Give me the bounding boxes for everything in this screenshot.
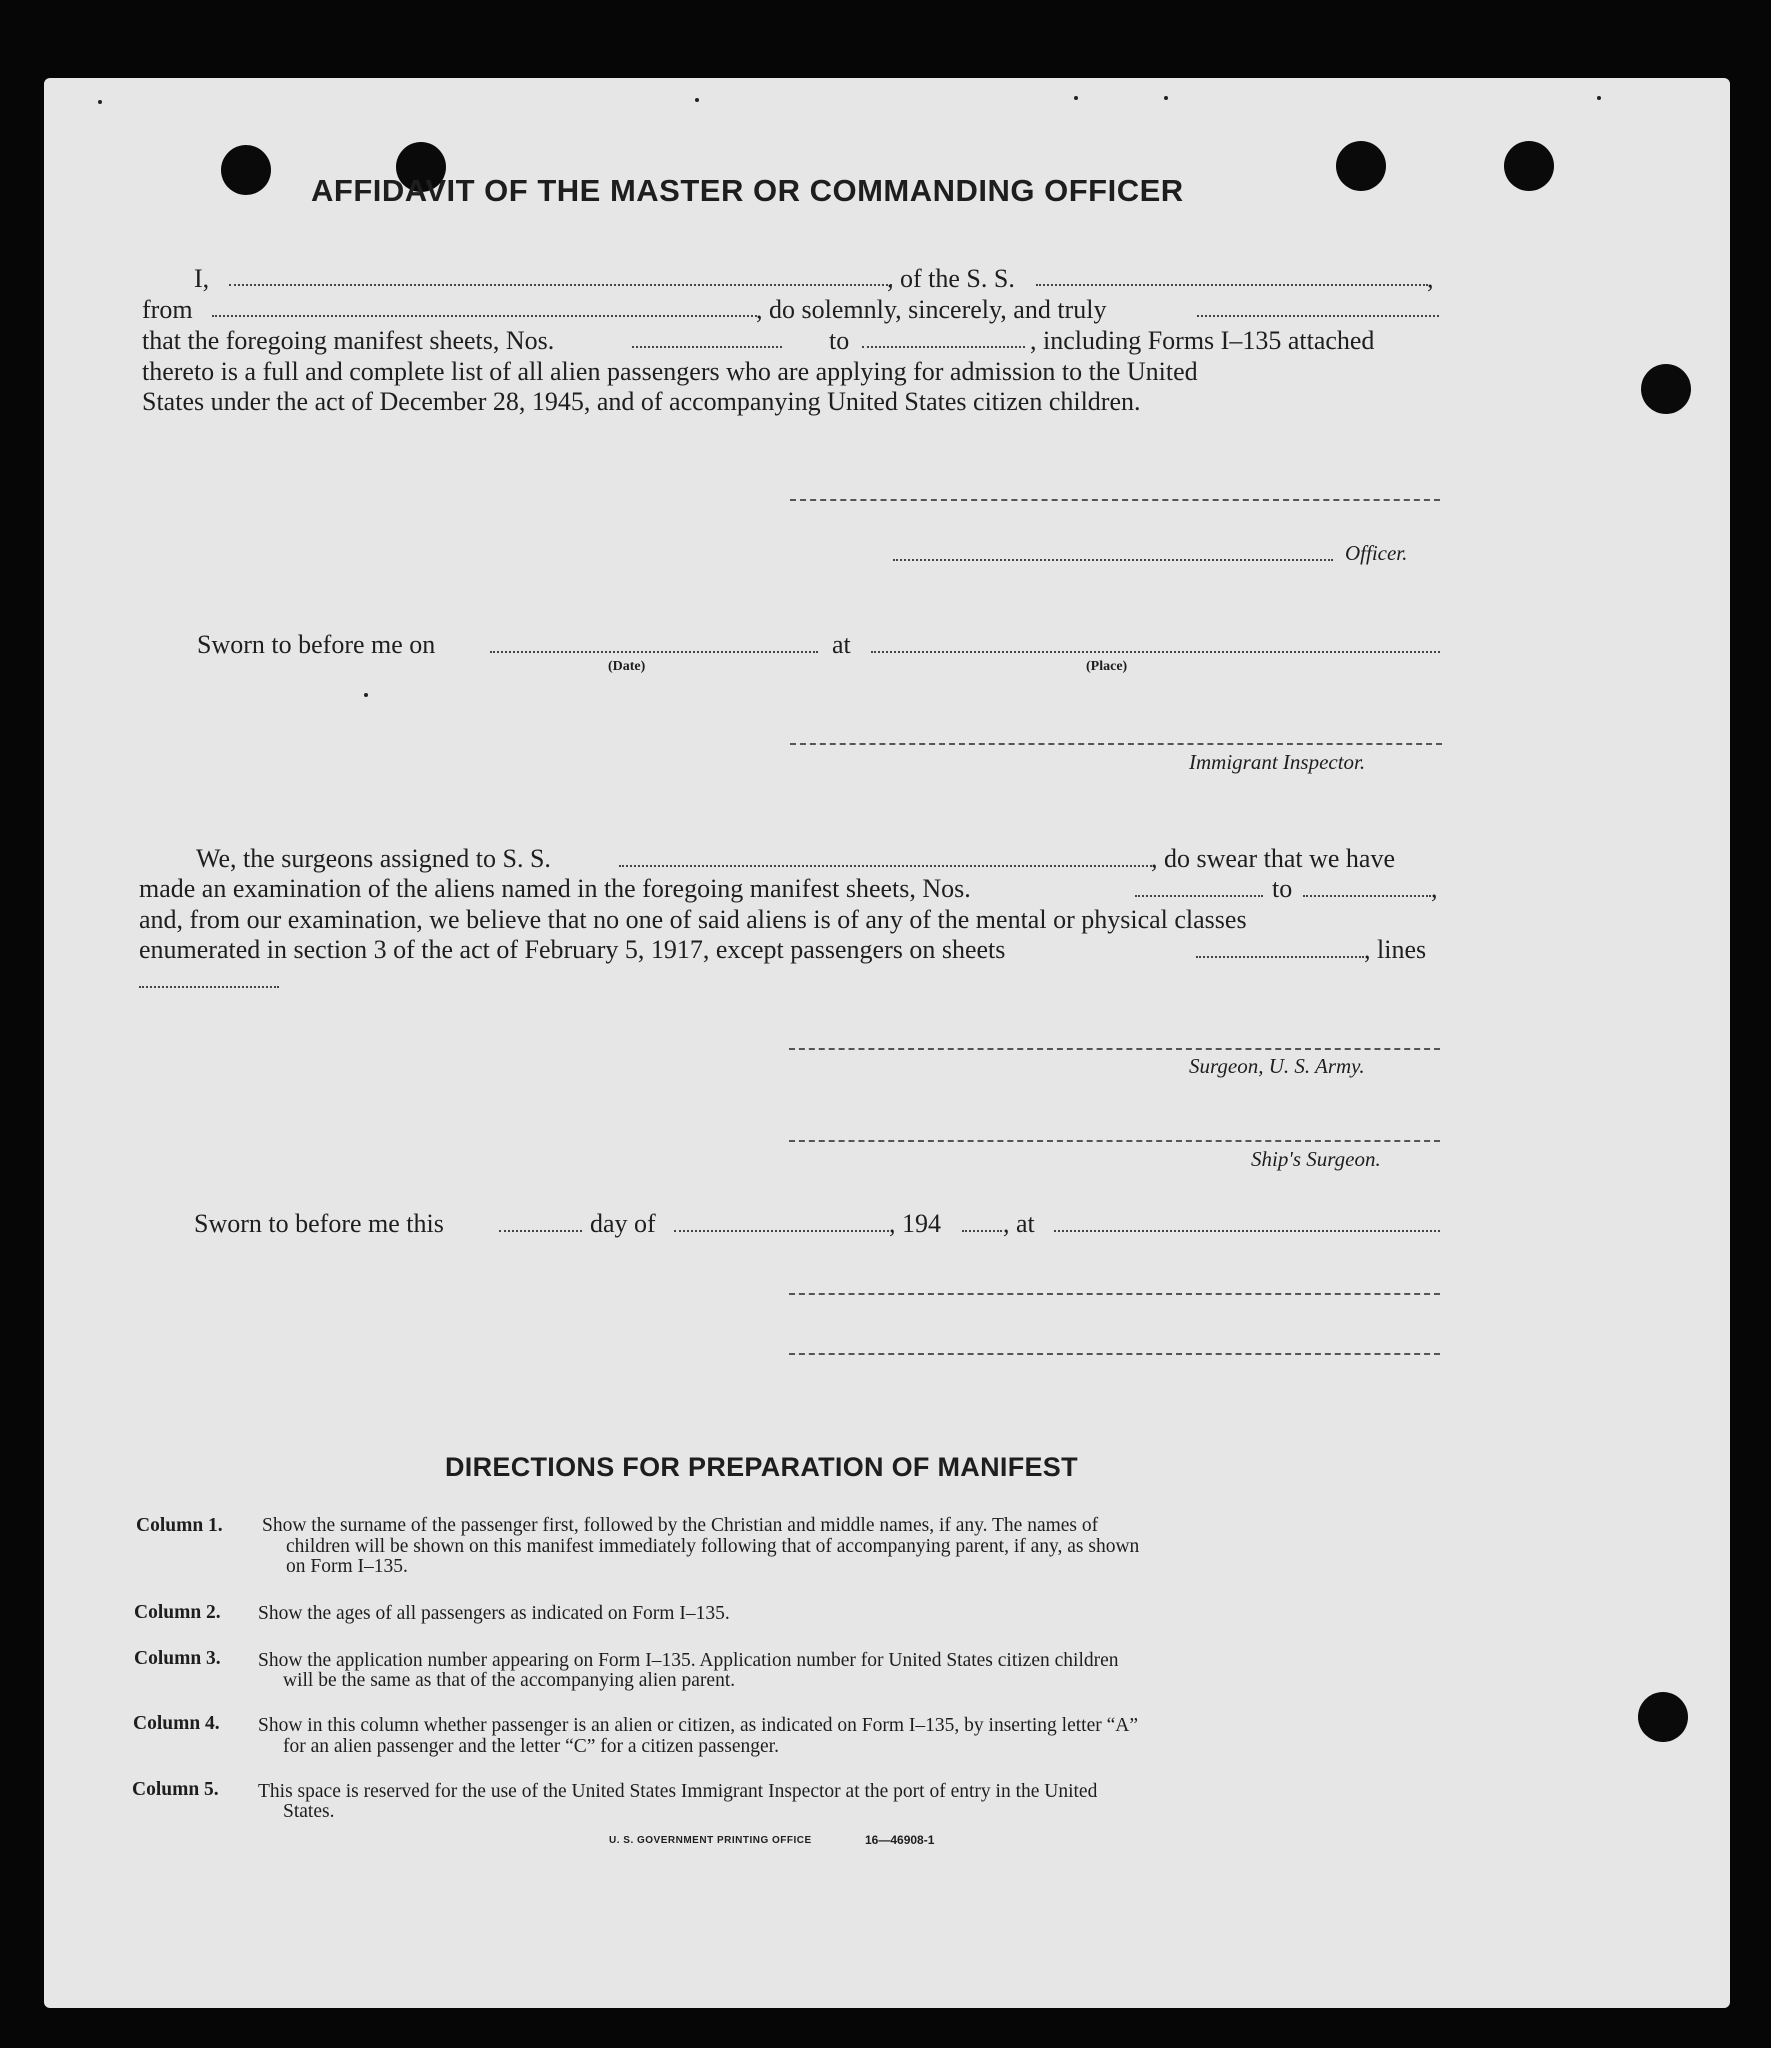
date-caption: (Date) <box>608 659 646 674</box>
column-3-text: Show the application number appearing on Form I–135. Application number for United States citizen children <box>258 1650 1119 1671</box>
surgeons-line-1a: We, the surgeons assigned to S. S. <box>196 844 551 873</box>
affidavit-line-4: thereto is a full and complete list of all alien passengers who are applying for admission to the United <box>142 357 1198 386</box>
form-code: 16—46908-1 <box>865 1833 935 1847</box>
surgeons-line-3: and, from our examination, we believe that no one of said aliens is of any of the mental or physical classes <box>139 905 1247 934</box>
affidavit-line-5: States under the act of December 28, 1945, and of accompanying United States citizen children. <box>142 387 1141 416</box>
sworn-year: , 194 <box>889 1209 941 1238</box>
manifest-nos-from-line[interactable] <box>632 346 782 348</box>
speck <box>1074 96 1078 100</box>
printer-imprint: U. S. GOVERNMENT PRINTING OFFICE <box>609 1835 812 1846</box>
column-3-text: will be the same as that of the accompanying alien parent. <box>283 1670 736 1691</box>
port-from-line[interactable] <box>212 315 757 317</box>
speck <box>1597 96 1601 100</box>
column-2-text: Show the ages of all passengers as indicated on Form I–135. <box>258 1603 730 1624</box>
sworn-before-me-this: Sworn to before me this <box>194 1209 444 1238</box>
inspector-signature-line[interactable] <box>790 743 1442 745</box>
surgeons-ship-line[interactable] <box>619 865 1152 867</box>
column-1-text: children will be shown on this manifest immediately following that of accompanying parent, if any, as shown <box>286 1536 1140 1557</box>
affidavit-comma: , <box>1427 264 1434 293</box>
surgeons-line-4a: enumerated in section 3 of the act of February 5, 1917, except passengers on sheets <box>139 935 1006 964</box>
sworn-day-line[interactable] <box>499 1230 582 1232</box>
column-3-label: Column 3. <box>134 1648 221 1669</box>
signature-line[interactable] <box>789 1293 1440 1295</box>
affidavit-of-ss: , of the S. S. <box>887 264 1015 293</box>
column-1-label: Column 1. <box>136 1515 223 1536</box>
except-lines-line[interactable] <box>139 986 279 988</box>
officer-signature-line[interactable] <box>790 499 1440 501</box>
affidavit-title: AFFIDAVIT OF THE MASTER OR COMMANDING OFFICER <box>311 173 1184 208</box>
column-5-label: Column 5. <box>132 1779 219 1800</box>
officer-title-line[interactable] <box>893 559 1333 561</box>
column-5-text: This space is reserved for the use of the United States Immigrant Inspector at the port of entry in the United <box>258 1781 1098 1802</box>
army-surgeon-signature-line[interactable] <box>789 1048 1440 1050</box>
column-5-text: States. <box>283 1801 335 1822</box>
affidavit-solemnly: , do solemnly, sincerely, and truly <box>756 295 1107 324</box>
sworn-at-2: , at <box>1003 1209 1035 1238</box>
form-sheet <box>44 78 1730 2008</box>
sworn-at: at <box>832 630 851 659</box>
affidavit-including: , including Forms I–135 attached <box>1030 326 1375 355</box>
except-sheets-line[interactable] <box>1196 956 1364 958</box>
column-1-text: Show the surname of the passenger first, followed by the Christian and middle names, if any. The names of <box>262 1515 1099 1536</box>
surgeons-to: to <box>1272 874 1293 903</box>
column-4-text: Show in this column whether passenger is an alien or citizen, as indicated on Form I–135, by inserting letter “A” <box>258 1715 1138 1736</box>
master-name-line[interactable] <box>229 284 892 286</box>
sworn-day-of: day of <box>590 1209 656 1238</box>
army-surgeon-label: Surgeon, U. S. Army. <box>1189 1054 1365 1078</box>
sworn-place-line-2[interactable] <box>1054 1230 1440 1232</box>
speck <box>1164 96 1168 100</box>
affidavit-i: I, <box>194 264 210 293</box>
signature-line[interactable] <box>789 1353 1440 1355</box>
affidavit-to: to <box>829 326 850 355</box>
sworn-before-me-on: Sworn to before me on <box>197 630 436 659</box>
place-caption: (Place) <box>1086 659 1128 674</box>
column-4-label: Column 4. <box>133 1713 220 1734</box>
speck <box>98 100 102 104</box>
surgeons-nos-to-line[interactable] <box>1303 895 1431 897</box>
punch-hole <box>1638 1692 1688 1742</box>
punch-hole <box>221 145 271 195</box>
column-4-text: for an alien passenger and the letter “C” for a citizen passenger. <box>283 1736 779 1757</box>
surgeons-nos-from-line[interactable] <box>1135 895 1263 897</box>
directions-title: DIRECTIONS FOR PREPARATION OF MANIFEST <box>445 1452 1078 1482</box>
ships-surgeon-label: Ship's Surgeon. <box>1251 1147 1381 1171</box>
sworn-month-line[interactable] <box>674 1230 889 1232</box>
speck <box>695 98 699 102</box>
ship-name-line[interactable] <box>1036 284 1428 286</box>
surgeons-line-1b: , do swear that we have <box>1151 844 1396 873</box>
immigrant-inspector-label: Immigrant Inspector. <box>1189 750 1366 774</box>
punch-hole <box>1504 141 1554 191</box>
manifest-nos-to-line[interactable] <box>862 346 1025 348</box>
officer-label: Officer. <box>1345 541 1408 565</box>
sworn-place-line[interactable] <box>871 651 1440 653</box>
column-1-text: on Form I–135. <box>286 1556 408 1577</box>
surgeons-line-4b: , lines <box>1364 935 1427 964</box>
surgeons-line-2a: made an examination of the aliens named in the foregoing manifest sheets, Nos. <box>139 874 971 903</box>
affidavit-manifest-nos: that the foregoing manifest sheets, Nos. <box>142 326 555 355</box>
affidavit-from: from <box>142 295 193 324</box>
punch-hole <box>1336 141 1386 191</box>
sworn-year-line[interactable] <box>962 1230 1002 1232</box>
punch-hole <box>1641 364 1691 414</box>
surgeons-comma: , <box>1431 874 1438 903</box>
ship-surgeon-signature-line[interactable] <box>789 1140 1440 1142</box>
column-2-label: Column 2. <box>134 1602 221 1623</box>
sworn-date-line[interactable] <box>490 651 818 653</box>
speck <box>364 693 368 697</box>
oath-line[interactable] <box>1197 315 1439 317</box>
